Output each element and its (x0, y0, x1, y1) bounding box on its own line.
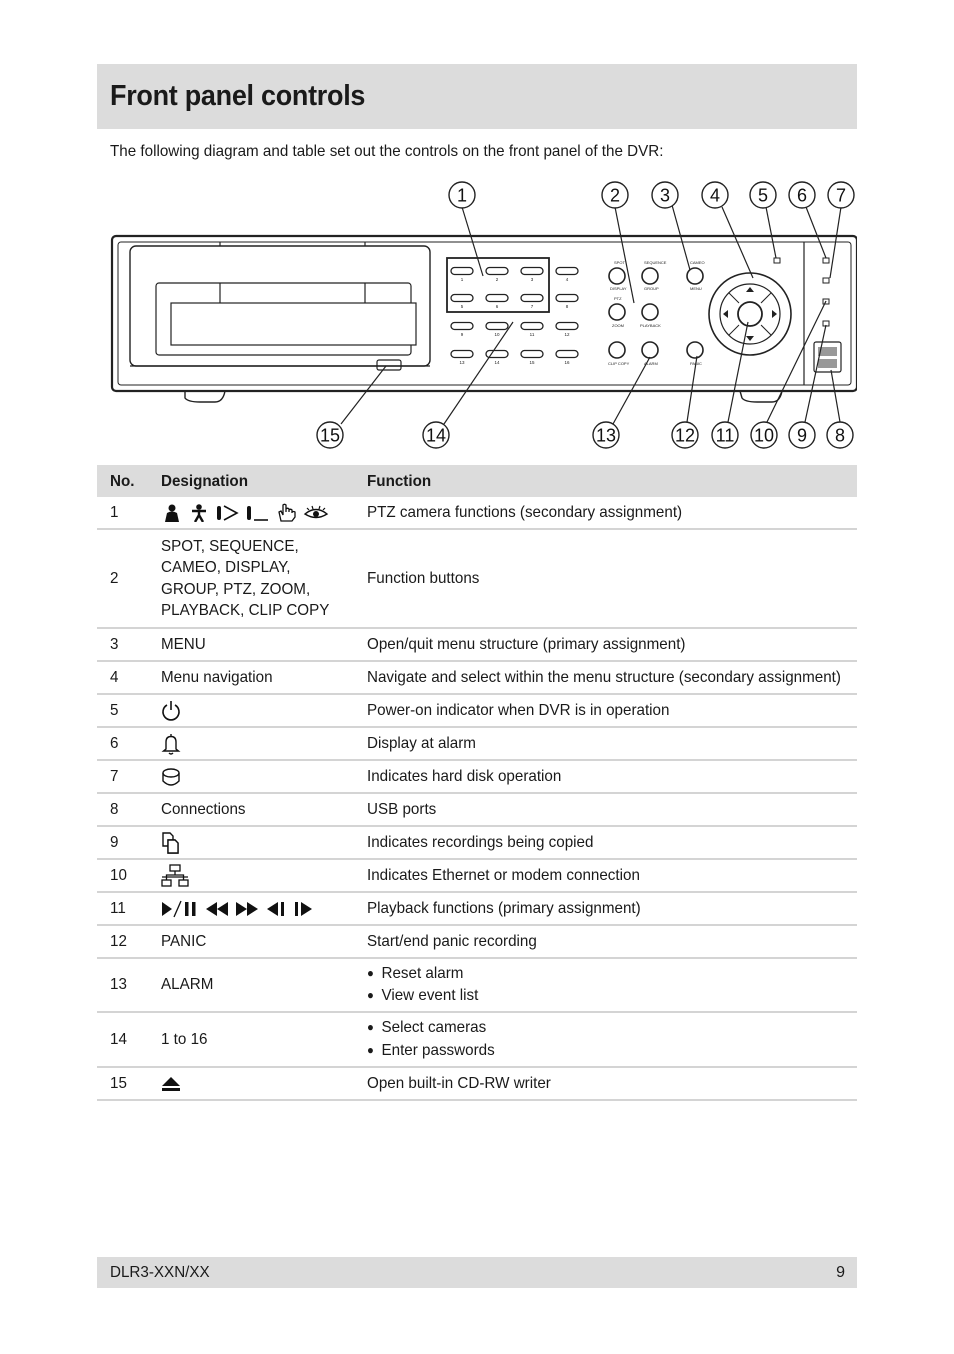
list-item: ● Enter passwords (367, 1040, 495, 1063)
ptz-zoom-in-icon (215, 504, 239, 522)
row-number: 3 (110, 635, 119, 653)
keypad-key (451, 268, 473, 275)
keypad-key-number: 8 (565, 304, 569, 309)
table-row (97, 893, 857, 926)
row-number: 14 (110, 1030, 127, 1048)
row-function: USB ports (367, 800, 437, 818)
eject-icon (161, 1075, 181, 1093)
keypad-key (486, 323, 508, 330)
designation-line: GROUP, PTZ, ZOOM, (161, 580, 311, 598)
callout-number: 3 (659, 185, 671, 206)
keypad-key-number: 4 (565, 277, 569, 282)
ptz-label: PTZ (614, 296, 622, 301)
keypad-key-number: 5 (460, 304, 464, 309)
keypad-key (451, 323, 473, 330)
row-function: Display at alarm (367, 734, 476, 752)
row-function: Playback functions (primary assignment) (367, 899, 641, 917)
keypad-key (521, 268, 543, 275)
row-number: 1 (110, 503, 119, 521)
table-row (97, 926, 857, 959)
keypad-key (556, 295, 578, 302)
ptz-focus-near-icon (161, 504, 183, 522)
designation-line: PLAYBACK, CLIP COPY (161, 602, 330, 619)
keypad-key-number: 11 (529, 332, 535, 337)
sequence-label: SEQUENCE (644, 260, 667, 265)
fast-forward-icon (235, 900, 259, 918)
keypad-key-number: 7 (530, 304, 534, 309)
keypad-key-number: 10 (494, 332, 500, 337)
keypad-key (521, 351, 543, 358)
row-function: Start/end panic recording (367, 932, 537, 950)
table-row (97, 860, 857, 893)
table-row (97, 959, 857, 1013)
ptz-eye-icon (303, 505, 329, 521)
spot-label: SPOT (614, 260, 625, 265)
group-label: GROUP (644, 286, 659, 291)
row-designation: 1 to 16 (161, 1030, 208, 1048)
panic-label: PANIC (690, 361, 702, 366)
function-button-labels (608, 260, 705, 366)
table-row (97, 1013, 857, 1068)
bell-icon (161, 733, 181, 755)
row-designation: MENU (161, 635, 206, 653)
row-function: Indicates recordings being copied (367, 833, 594, 851)
footer-page-number: 9 (836, 1264, 845, 1281)
row-number: 9 (110, 833, 119, 851)
function-buttons (609, 268, 703, 358)
row-number: 15 (110, 1074, 127, 1092)
playback-icons (161, 900, 315, 918)
page-title: Front panel controls (110, 80, 366, 112)
header-no: No. (110, 473, 135, 490)
callout-number: 2 (609, 185, 621, 206)
list-item: ● Reset alarm (367, 963, 478, 986)
keypad-key-number: 15 (529, 360, 535, 365)
page-footer (97, 1257, 857, 1288)
row-designation: ALARM (161, 976, 214, 994)
copy-icon (161, 832, 183, 854)
ptz-icons (161, 503, 329, 523)
keypad-key (451, 351, 473, 358)
table-row (97, 629, 857, 662)
keypad-key-number: 16 (564, 360, 570, 365)
callout-number: 11 (715, 425, 735, 446)
row-number: 6 (110, 734, 119, 752)
cameo-label: CAMEO (690, 260, 705, 265)
callout-number: 8 (834, 425, 846, 446)
callout-number: 5 (757, 185, 769, 206)
ptz-focus-far-icon (189, 504, 209, 522)
callout-number: 14 (425, 425, 447, 446)
row-number: 2 (110, 569, 119, 587)
row-function: Open built-in CD-RW writer (367, 1074, 551, 1092)
keypad-key (486, 295, 508, 302)
keypad-key-number: 6 (495, 304, 499, 309)
row-number: 5 (110, 701, 119, 719)
table-row (97, 695, 857, 728)
table-row (97, 728, 857, 761)
row-number: 12 (110, 932, 127, 950)
callout-number: 12 (674, 425, 696, 446)
keypad-key-number: 14 (494, 360, 500, 365)
row-function: Open/quit menu structure (primary assignment) (367, 635, 686, 653)
keypad-key-number: 1 (460, 277, 464, 282)
table-row (97, 761, 857, 794)
keypad-key (556, 351, 578, 358)
keypad-key (486, 268, 508, 275)
row-function: Indicates hard disk operation (367, 767, 562, 785)
step-forward-icon (293, 900, 315, 918)
table-row (97, 497, 857, 530)
header-function: Function (367, 473, 432, 490)
row-designation: PANIC (161, 932, 207, 950)
table-row (97, 794, 857, 827)
front-panel-diagram (97, 170, 857, 460)
keypad-key (521, 295, 543, 302)
alarm-label: ALARM (644, 361, 658, 366)
keypad-key-number: 9 (460, 332, 464, 337)
list-item: ● Select cameras (367, 1017, 495, 1040)
table-row (97, 1068, 857, 1101)
row-number: 8 (110, 800, 119, 818)
keypad-key-number: 13 (459, 360, 465, 365)
title-bar (97, 64, 857, 129)
keypad-key-number: 2 (495, 277, 499, 282)
table-header (97, 465, 857, 497)
table-row (97, 827, 857, 860)
intro-text: The following diagram and table set out the controls on the front panel of the DVR: (110, 143, 664, 160)
ptz-hand-icon (275, 503, 297, 523)
row-function: Indicates Ethernet or modem connection (367, 866, 640, 884)
power-icon (161, 700, 181, 722)
designation-line: CAMEO, DISPLAY, (161, 559, 291, 576)
hard-disk-icon (161, 767, 181, 787)
row-designation: Menu navigation (161, 668, 273, 686)
row-number: 7 (110, 767, 119, 785)
numeric-keypad (447, 258, 578, 365)
rewind-icon (205, 900, 229, 918)
keypad-key (521, 323, 543, 330)
function-list (367, 963, 484, 1008)
table-row (97, 662, 857, 695)
callout-number: 13 (595, 425, 617, 446)
row-designation: Connections (161, 800, 246, 818)
callout-number: 9 (796, 425, 808, 446)
footer-model: DLR3-XXN/XX (110, 1264, 210, 1281)
list-item: ● View event list (367, 985, 478, 1008)
callout-number: 6 (796, 185, 808, 206)
row-function: Navigate and select within the menu structure (secondary assignment) (367, 668, 841, 686)
playback-label: PLAYBACK (640, 323, 661, 328)
step-back-icon (265, 900, 287, 918)
keypad-key (556, 268, 578, 275)
row-number: 10 (110, 866, 127, 884)
callout-number: 1 (456, 185, 468, 206)
callout-number: 7 (835, 185, 847, 206)
clip-copy-label: CLIP COPY (608, 361, 630, 366)
callout-number: 4 (709, 185, 721, 206)
row-number: 11 (110, 899, 126, 917)
row-number: 13 (110, 976, 127, 994)
menu-label: MENU (690, 286, 702, 291)
status-leds (774, 258, 829, 326)
zoom-label: ZOOM (612, 323, 624, 328)
keypad-key-number: 3 (530, 277, 534, 282)
navigation-pad (709, 273, 791, 355)
display-label: DISPLAY (610, 286, 627, 291)
row-function: Power-on indicator when DVR is in operation (367, 701, 670, 719)
play-pause-icon (161, 900, 199, 918)
row-function: PTZ camera functions (secondary assignment) (367, 503, 683, 521)
designation-line: SPOT, SEQUENCE, (161, 537, 299, 555)
controls-table (97, 465, 857, 1101)
function-list (367, 1017, 501, 1062)
row-number: 4 (110, 668, 119, 686)
row-function: Function buttons (367, 569, 480, 587)
header-designation: Designation (161, 473, 248, 490)
network-icon (161, 864, 189, 888)
table-row (97, 530, 857, 629)
callout-number: 15 (319, 425, 341, 446)
ptz-zoom-out-icon (245, 504, 269, 522)
keypad-key (451, 295, 473, 302)
callout-number: 10 (753, 425, 775, 446)
keypad-key (556, 323, 578, 330)
keypad-key-number: 12 (564, 332, 570, 337)
